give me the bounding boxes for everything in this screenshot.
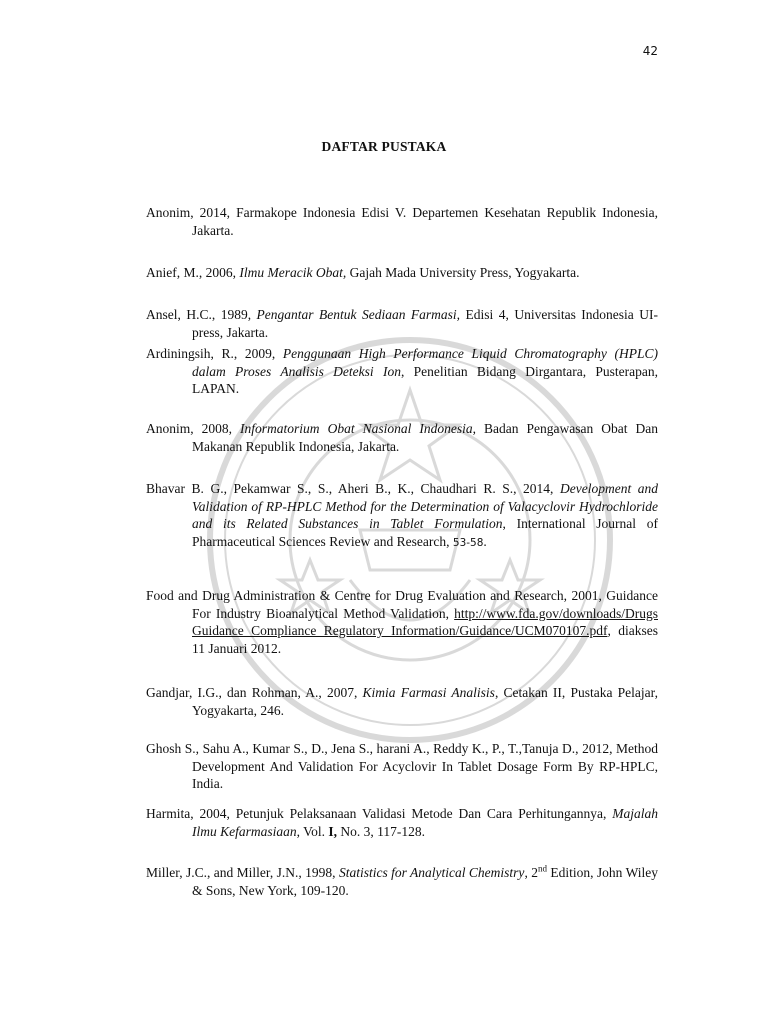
reference-item: Gandjar, I.G., dan Rohman, A., 2007, Kimia Farmasi Analisis, Cetakan II, Pustaka Pelajar, Yogyakarta, 246. (146, 685, 658, 718)
reference-link[interactable]: http://www.fda.gov/downloads/Drugs Guidance Compliance Regulatory Information/Guidance/UCM070107.pdf (192, 605, 658, 639)
page-title: DAFTAR PUSTAKA (321, 139, 447, 154)
reference-item: Miller, J.C., and Miller, J.N., 1998, Statistics for Analytical Chemistry, 2nd Edition, John Wiley & Sons, New York, 109-120. (146, 863, 659, 898)
reference-item: Food and Drug Administration & Centre for Drug Evaluation and Research, 2001, Guidance For Industry Bioanalytical Method Validation, http://www.fda.gov/downloads/Drugs Guidance Compliance Regulatory Information/Guidance/UCM070107.pdf, diakses 11 Januari 2012. (146, 588, 658, 656)
reference-item: Anief, M., 2006, Ilmu Meracik Obat, Gajah Mada University Press, Yogyakarta. (146, 265, 580, 280)
reference-item: Bhavar B. G., Pekamwar S., S., Aheri B., K., Chaudhari R. S., 2014, Development and Validation of RP-HPLC Method for the Determination of Valacyclovir Hydrochloride and its Related Substances in Tablet Formulation, International Journal of Pharmaceutical Sciences Review and Research, 53-58. (146, 481, 659, 549)
reference-item: Anonim, 2008, Informatorium Obat Nasional Indonesia, Badan Pengawasan Obat Dan Makanan Republik Indonesia, Jakarta. (146, 421, 658, 454)
reference-item: Ansel, H.C., 1989, Pengantar Bentuk Sediaan Farmasi, Edisi 4, Universitas Indonesia UI-press, Jakarta. (146, 307, 659, 340)
page-number: 42 (642, 44, 658, 58)
reference-item: Harmita, 2004, Petunjuk Pelaksanaan Validasi Metode Dan Cara Perhitungannya, Majalah Ilmu Kefarmasiaan, Vol. I, No. 3, 117-128. (146, 806, 658, 839)
reference-item: Anonim, 2014, Farmakope Indonesia Edisi V. Departemen Kesehatan Republik Indonesia, Jakarta. (146, 205, 658, 238)
reference-item: Ardiningsih, R., 2009, Penggunaan High Performance Liquid Chromatography (HPLC) dalam Proses Analisis Deteksi Ion, Penelitian Bidang Dirgantara, Pusterapan, LAPAN. (146, 346, 658, 397)
reference-item: Ghosh S., Sahu A., Kumar S., D., Jena S., harani A., Reddy K., P., T.,Tanuja D., 2012, Method Development And Validation For Acyclovir In Tablet Dosage Form By RP-HPLC, India. (146, 741, 658, 792)
